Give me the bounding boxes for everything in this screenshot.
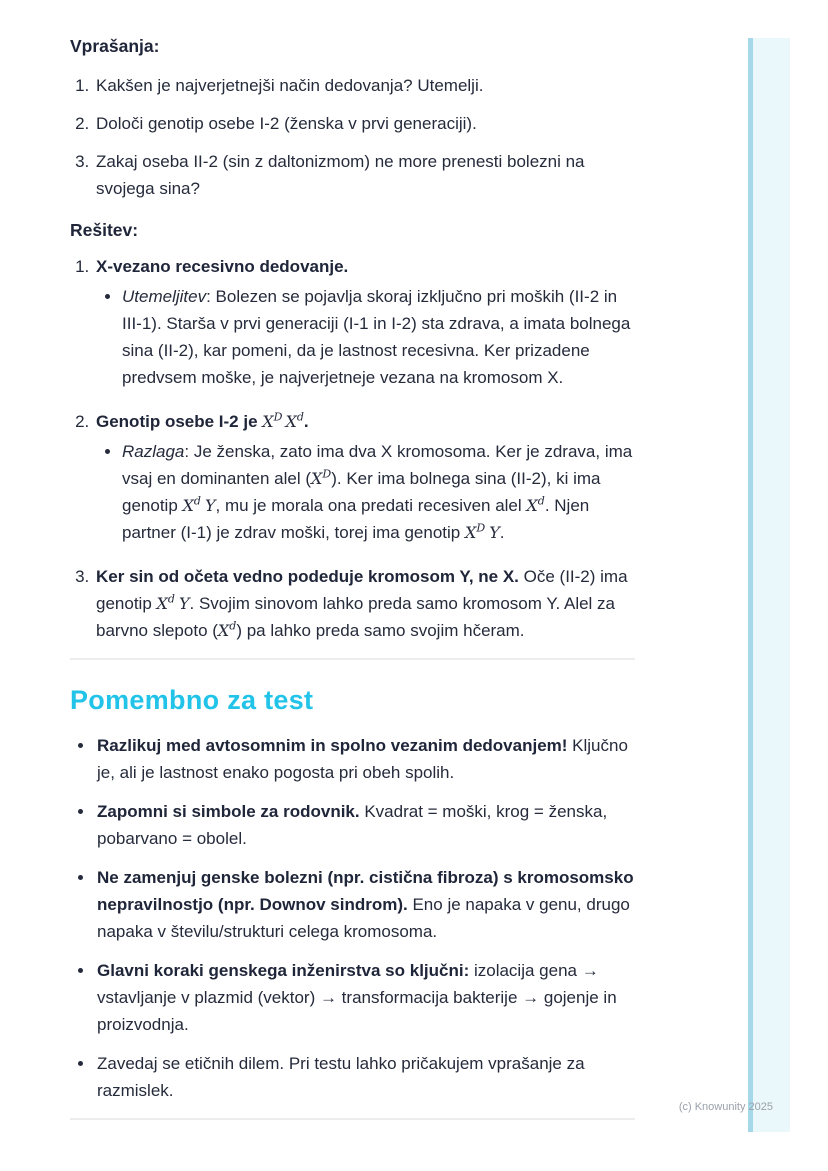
- important-bold: Zapomni si simbole za rodovnik.: [97, 802, 360, 821]
- solution-item-1: [94, 253, 635, 391]
- document-content: [70, 36, 635, 1120]
- bottom-divider: [70, 1118, 635, 1120]
- detail-text: . Njen partner (I-1) je zdrav moški, torej ima genotip: [122, 496, 590, 542]
- question-item-1: [94, 72, 635, 99]
- solution-text: ) pa lahko preda samo svojim hčeram.: [236, 621, 525, 640]
- solution-title-end: .: [303, 412, 309, 431]
- math-X-sup-d: $X^d$: [217, 619, 237, 640]
- important-text: Ključno je, ali je lastnost enako pogosta pri obeh spolih.: [97, 736, 628, 782]
- question-item-3: [94, 148, 635, 202]
- important-item-1: [95, 732, 635, 786]
- important-bold: Glavni koraki genskega inženirstva so ključni:: [97, 961, 470, 980]
- solution-item-2: [94, 408, 635, 546]
- important-text: Zavedaj se etičnih dilem. Pri testu lahko pričakujem vprašanje za razmislek.: [97, 1054, 585, 1100]
- solution-title: Ker sin od očeta vedno podeduje kromosom Y, ne X.: [96, 567, 519, 586]
- question-text: Kakšen je najverjetnejši način dedovanja? Utemelji.: [96, 76, 484, 95]
- math-X-sup-D: $X^D$: [311, 467, 332, 488]
- detail-text: , mu je morala ona predati recesiven alel: [215, 496, 527, 515]
- section-divider: [70, 658, 635, 660]
- important-item-3: [95, 864, 635, 945]
- important-text: Eno je napaka v genu, drugo napaka v številu/strukturi celega kromosoma.: [97, 895, 630, 941]
- solution-title: Genotip osebe I-2 je: [96, 412, 263, 431]
- math-X-sup-d: $X^d$: [526, 494, 545, 515]
- solution-text: Oče (II-2) ima genotip: [96, 567, 628, 613]
- question-item-2: [94, 110, 635, 137]
- solution-title: X-vezano recesivno dedovanje.: [96, 257, 349, 276]
- math-Xd-Y: $X^d$ Y: [156, 592, 190, 613]
- genotype-XD-Xd: [262, 412, 304, 431]
- math-X-sup-D: $X^D$: [262, 410, 283, 431]
- detail-text: : Je ženska, zato ima dva X kromosoma. Ker je zdrava, ima vsaj en dominanten alel (: [122, 442, 633, 488]
- detail-text: ). Ker ima bolnega sina (II-2), ki ima genotip: [122, 469, 601, 515]
- solution-list: [70, 253, 635, 644]
- questions-list: [70, 72, 635, 202]
- math-XD-Y: $X^D$ Y: [464, 521, 500, 542]
- detail-label: Razlaga: [122, 442, 185, 461]
- footer-credit: (c) Knowunity 2025: [678, 1101, 773, 1113]
- math-Xd-Y: $X^d$ Y: [182, 494, 216, 515]
- solution-heading: Rešitev:: [70, 220, 139, 240]
- important-text: izolacija gena → vstavljanje v plazmid (vektor) → transformacija bakterije → gojenje in proizvodnja.: [97, 961, 617, 1034]
- solution-detail: [122, 283, 635, 391]
- detail-text: : Bolezen se pojavlja skoraj izključno pri moških (II-2 in III-1). Starša v prvi generaciji (I-1 in I-2) sta zdrava, a imata bolnega sina (II-2), kar pomeni, da je lastnost recesivna. Ker prizadene predvsem moške, je najverjetneje vezana na kromosom X.: [122, 287, 631, 387]
- important-heading: Pomembno za test: [70, 685, 314, 715]
- important-list: [70, 732, 635, 1104]
- question-text: Zakaj oseba II-2 (sin z daltonizmom) ne more prenesti bolezni na svojega sina?: [96, 152, 585, 198]
- important-bold: Razlikuj med avtosomnim in spolno vezanim dedovanjem!: [97, 736, 568, 755]
- solution-detail-list: [96, 283, 635, 391]
- detail-label: Utemeljitev: [122, 287, 207, 306]
- solution-detail-list: [96, 438, 635, 546]
- important-bold: Ne zamenjuj genske bolezni (npr. cistična fibroza) s kromosomsko nepravilnostjo (npr. Downov sindrom).: [97, 868, 634, 914]
- detail-text: .: [499, 523, 505, 542]
- solution-text: . Svojim sinovom lahko preda samo kromosom Y. Alel za barvno slepoto (: [96, 594, 616, 640]
- solution-item-3: [94, 563, 635, 644]
- side-accent-bar: [748, 38, 790, 1132]
- solution-detail: [122, 438, 635, 546]
- questions-heading: Vprašanja:: [70, 36, 160, 56]
- important-text: Kvadrat = moški, krog = ženska, pobarvano = obolel.: [97, 802, 608, 848]
- math-X-sup-d: $X^d$: [285, 410, 304, 431]
- important-item-2: [95, 798, 635, 852]
- important-item-5: [95, 1050, 635, 1104]
- question-text: Določi genotip osebe I-2 (ženska v prvi generaciji).: [96, 114, 477, 133]
- important-item-4: [95, 957, 635, 1038]
